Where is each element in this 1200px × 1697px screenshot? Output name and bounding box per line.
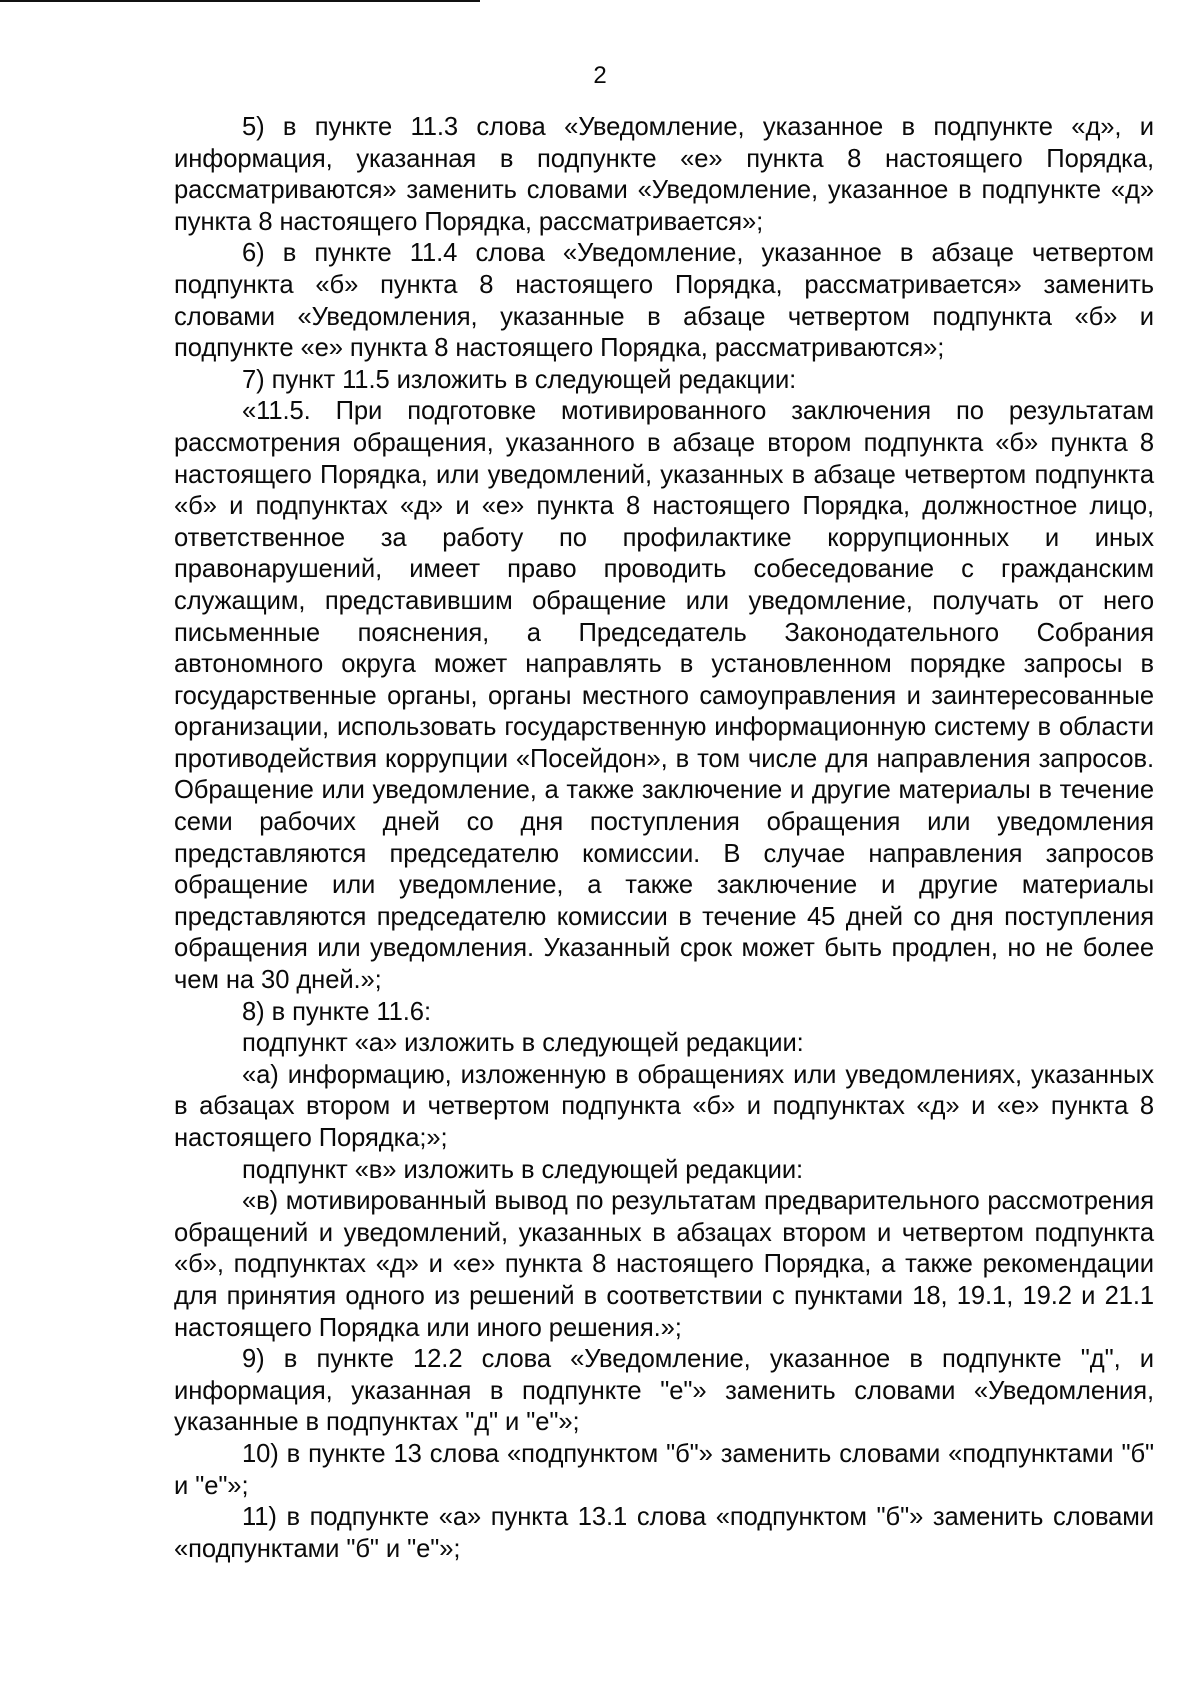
paragraph-subitem-a-intro: подпункт «а» изложить в следующей редакции:: [242, 1029, 804, 1058]
paragraph-item-11: 11) в подпункте «а» пункта 13.1 слова «подпунктом "б"» заменить словами «подпунктами "б" и "е"»;: [174, 1503, 1154, 1563]
paragraph-item-9: 9) в пункте 12.2 слова «Уведомление, указанное в подпункте "д", и информация, указанная в подпункте "е"» заменить словами «Уведомления, указанные в подпунктах "д" и "е"»;: [174, 1345, 1154, 1437]
paragraph-subitem-v-text: «в) мотивированный вывод по результатам предварительного рассмотрения обращений и уведомлений, указанных в абзацах втором и четвертом подпункта «б», подпунктах «д» и «е» пункта 8 настоящего Порядка, а также рекомендации для принятия одного из решений в соответствии с пунктами 18, 19.1, 19.2 и 21.1 настоящего Порядка или иного решения.»;: [174, 1187, 1154, 1342]
paragraph-item-6: 6) в пункте 11.4 слова «Уведомление, указанное в абзаце четвертом подпункта «б» пункта 8 настоящего Порядка, рассматривается» заменить словами «Уведомления, указанные в абзаце четвертом подпункта «б» и подпункте «е» пункта 8 настоящего Порядка, рассматриваются»;: [174, 239, 1154, 363]
paragraph-item-8: 8) в пункте 11.6:: [242, 997, 431, 1026]
paragraph-subitem-v-intro: подпункт «в» изложить в следующей редакции:: [242, 1155, 804, 1184]
paragraph-item-5: 5) в пункте 11.3 слова «Уведомление, указанное в подпункте «д», и информация, указанная в подпункте «е» пункта 8 настоящего Порядка, рассматриваются» заменить словами «Уведомление, указанное в подпункте «д» пункта 8 настоящего Порядка, рассматривается»;: [174, 113, 1154, 236]
paragraph-item-7: 7) пункт 11.5 изложить в следующей редакции:: [242, 365, 797, 394]
document-body: [174, 112, 1154, 1565]
paragraph-clause-11-5: «11.5. При подготовке мотивированного заключения по результатам рассмотрения обращения, указанного в абзаце втором подпункта «б» пункта 8 настоящего Порядка, или уведомлений, указанных в абзаце четвертом подпункта «б» и подпунктах «д» и «е» пункта 8 настоящего Порядка, должностное лицо, ответственное за работу по профилактике коррупционных и иных правонарушений, имеет право проводить собеседование с гражданским служащим, представившим обращение или уведомление, получать от него письменные пояснения, а Председатель Законодательного Собрания автономного округа может направлять в установленном порядке запросы в государственные органы, органы местного самоуправления и заинтересованные организации, использовать государственную информационную систему в области противодействия коррупции «Посейдон», в том числе для направления запросов. Обращение или уведомление, а также заключение и другие материалы в течение семи рабочих дней со дня поступления обращения или уведомления представляются председателю комиссии. В случае направления запросов обращение или уведомление, а также заключение и другие материалы представляются председателю комиссии в течение 45 дней со дня поступления обращения или уведомления. Указанный срок может быть продлен, но не более чем на 30 дней.»;: [174, 397, 1154, 995]
paragraph-subitem-a-text: «а) информацию, изложенную в обращениях или уведомлениях, указанных в абзацах втором и четвертом подпункта «б» и подпунктах «д» и «е» пункта 8 настоящего Порядка;»;: [174, 1060, 1154, 1152]
paragraph-item-10: 10) в пункте 13 слова «подпунктом "б"» заменить словами «подпунктами "б" и "е"»;: [174, 1439, 1154, 1500]
page-number: 2: [593, 62, 607, 89]
top-scan-rule: [0, 0, 480, 2]
